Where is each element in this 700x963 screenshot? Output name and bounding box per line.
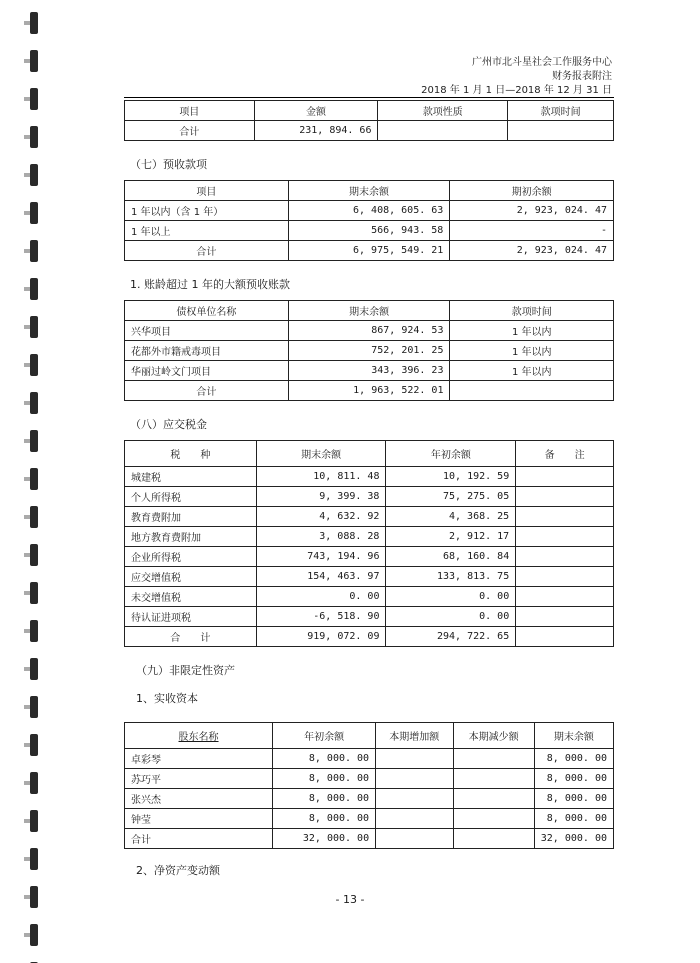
th-end-balance: 期末余额 — [288, 181, 450, 201]
th-begin-balance: 期初余额 — [450, 181, 614, 201]
section9-sub1-title: 1、实收资本 — [136, 692, 198, 705]
section7-title: （七）预收款项 — [130, 158, 207, 171]
binding-ring — [30, 50, 38, 72]
binding-ring — [30, 772, 38, 794]
th-begin-balance: 年初余额 — [273, 723, 376, 749]
table-row: 1 年以内（含 1 年） 6, 408, 605. 63 2, 923, 024. 47 — [125, 201, 614, 221]
th-time: 款项时间 — [508, 101, 614, 121]
th-tax-type: 税 种 — [125, 441, 257, 467]
spiral-binding — [0, 0, 40, 963]
binding-ring — [30, 430, 38, 452]
binding-ring — [30, 278, 38, 300]
binding-ring — [30, 696, 38, 718]
th-remarks: 备 注 — [516, 441, 614, 467]
th-begin-balance: 年初余额 — [386, 441, 516, 467]
th-increase: 本期增加额 — [376, 723, 453, 749]
large-advance-receipts-table — [124, 300, 614, 401]
table-row: 张兴杰 8, 000. 00 8, 000. 00 — [125, 789, 614, 809]
table-row: 华丽过岭文门项目 343, 396. 23 1 年以内 — [125, 361, 614, 381]
table-row: 合计 32, 000. 00 32, 000. 00 — [125, 829, 614, 849]
binding-ring — [30, 354, 38, 376]
header-org: 广州市北斗星社会工作服务中心 — [472, 57, 612, 68]
binding-ring — [30, 126, 38, 148]
th-nature: 款项性质 — [378, 101, 508, 121]
section7-1-title: 1. 账龄超过 1 年的大额预收账款 — [130, 278, 290, 291]
th-amount: 金额 — [254, 101, 378, 121]
th-end-balance: 期末余额 — [534, 723, 613, 749]
th-end-balance: 期末余额 — [256, 441, 386, 467]
table-row: 教育费附加 4, 632. 92 4, 368. 25 — [125, 507, 614, 527]
th-creditor: 债权单位名称 — [125, 301, 289, 321]
taxes-payable-table — [124, 440, 614, 647]
table-row: 待认证进项税 -6, 518. 90 0. 00 — [125, 607, 614, 627]
binding-ring — [30, 620, 38, 642]
th-decrease: 本期减少额 — [453, 723, 534, 749]
table-row: 卓彩琴 8, 000. 00 8, 000. 00 — [125, 749, 614, 769]
binding-ring — [30, 316, 38, 338]
table-row: 合计 6, 975, 549. 21 2, 923, 024. 47 — [125, 241, 614, 261]
section8-title: （八）应交税金 — [130, 418, 207, 431]
th-item: 项目 — [125, 181, 289, 201]
binding-ring — [30, 392, 38, 414]
total-label: 合计 — [125, 121, 255, 141]
table-row: 城建税 10, 811. 48 10, 192. 59 — [125, 467, 614, 487]
th-end-balance: 期末余额 — [288, 301, 450, 321]
table-row: 钟莹 8, 000. 00 8, 000. 00 — [125, 809, 614, 829]
table-row: 个人所得税 9, 399. 38 75, 275. 05 — [125, 487, 614, 507]
table-row: 苏巧平 8, 000. 00 8, 000. 00 — [125, 769, 614, 789]
binding-ring — [30, 202, 38, 224]
top-table — [124, 100, 614, 141]
binding-ring — [30, 544, 38, 566]
page-number: - 13 - — [335, 893, 365, 906]
section9-sub2-title: 2、净资产变动额 — [136, 864, 220, 877]
binding-ring — [30, 12, 38, 34]
binding-ring — [30, 88, 38, 110]
table-row: 企业所得税 743, 194. 96 68, 160. 84 — [125, 547, 614, 567]
binding-ring — [30, 734, 38, 756]
table-row: 地方教育费附加 3, 088. 28 2, 912. 17 — [125, 527, 614, 547]
binding-ring — [30, 924, 38, 946]
header-period: 2018 年 1 月 1 日—2018 年 12 月 31 日 — [421, 85, 612, 96]
header-divider — [124, 97, 614, 98]
table-row: 合计 1, 963, 522. 01 — [125, 381, 614, 401]
binding-ring — [30, 658, 38, 680]
table-row: 未交增值税 0. 00 0. 00 — [125, 587, 614, 607]
table-row: 花都外市籍戒毒项目 752, 201. 25 1 年以内 — [125, 341, 614, 361]
binding-ring — [30, 506, 38, 528]
table-row: 兴华项目 867, 924. 53 1 年以内 — [125, 321, 614, 341]
total-amount: 231, 894. 66 — [254, 121, 378, 141]
table-row: 合 计 919, 072. 09 294, 722. 65 — [125, 627, 614, 647]
paid-in-capital-table — [124, 722, 614, 849]
th-shareholder: 股东名称 — [125, 723, 273, 749]
section9-title: （九）非限定性资产 — [136, 664, 235, 677]
th-time: 款项时间 — [450, 301, 614, 321]
advance-receipts-table — [124, 180, 614, 261]
binding-ring — [30, 848, 38, 870]
binding-ring — [30, 468, 38, 490]
table-row: 应交增值税 154, 463. 97 133, 813. 75 — [125, 567, 614, 587]
header-doc-type: 财务报表附注 — [552, 71, 612, 82]
binding-ring — [30, 164, 38, 186]
binding-ring — [30, 240, 38, 262]
table-row: 1 年以上 566, 943. 58 - — [125, 221, 614, 241]
th-item: 项目 — [125, 101, 255, 121]
binding-ring — [30, 582, 38, 604]
binding-ring — [30, 810, 38, 832]
